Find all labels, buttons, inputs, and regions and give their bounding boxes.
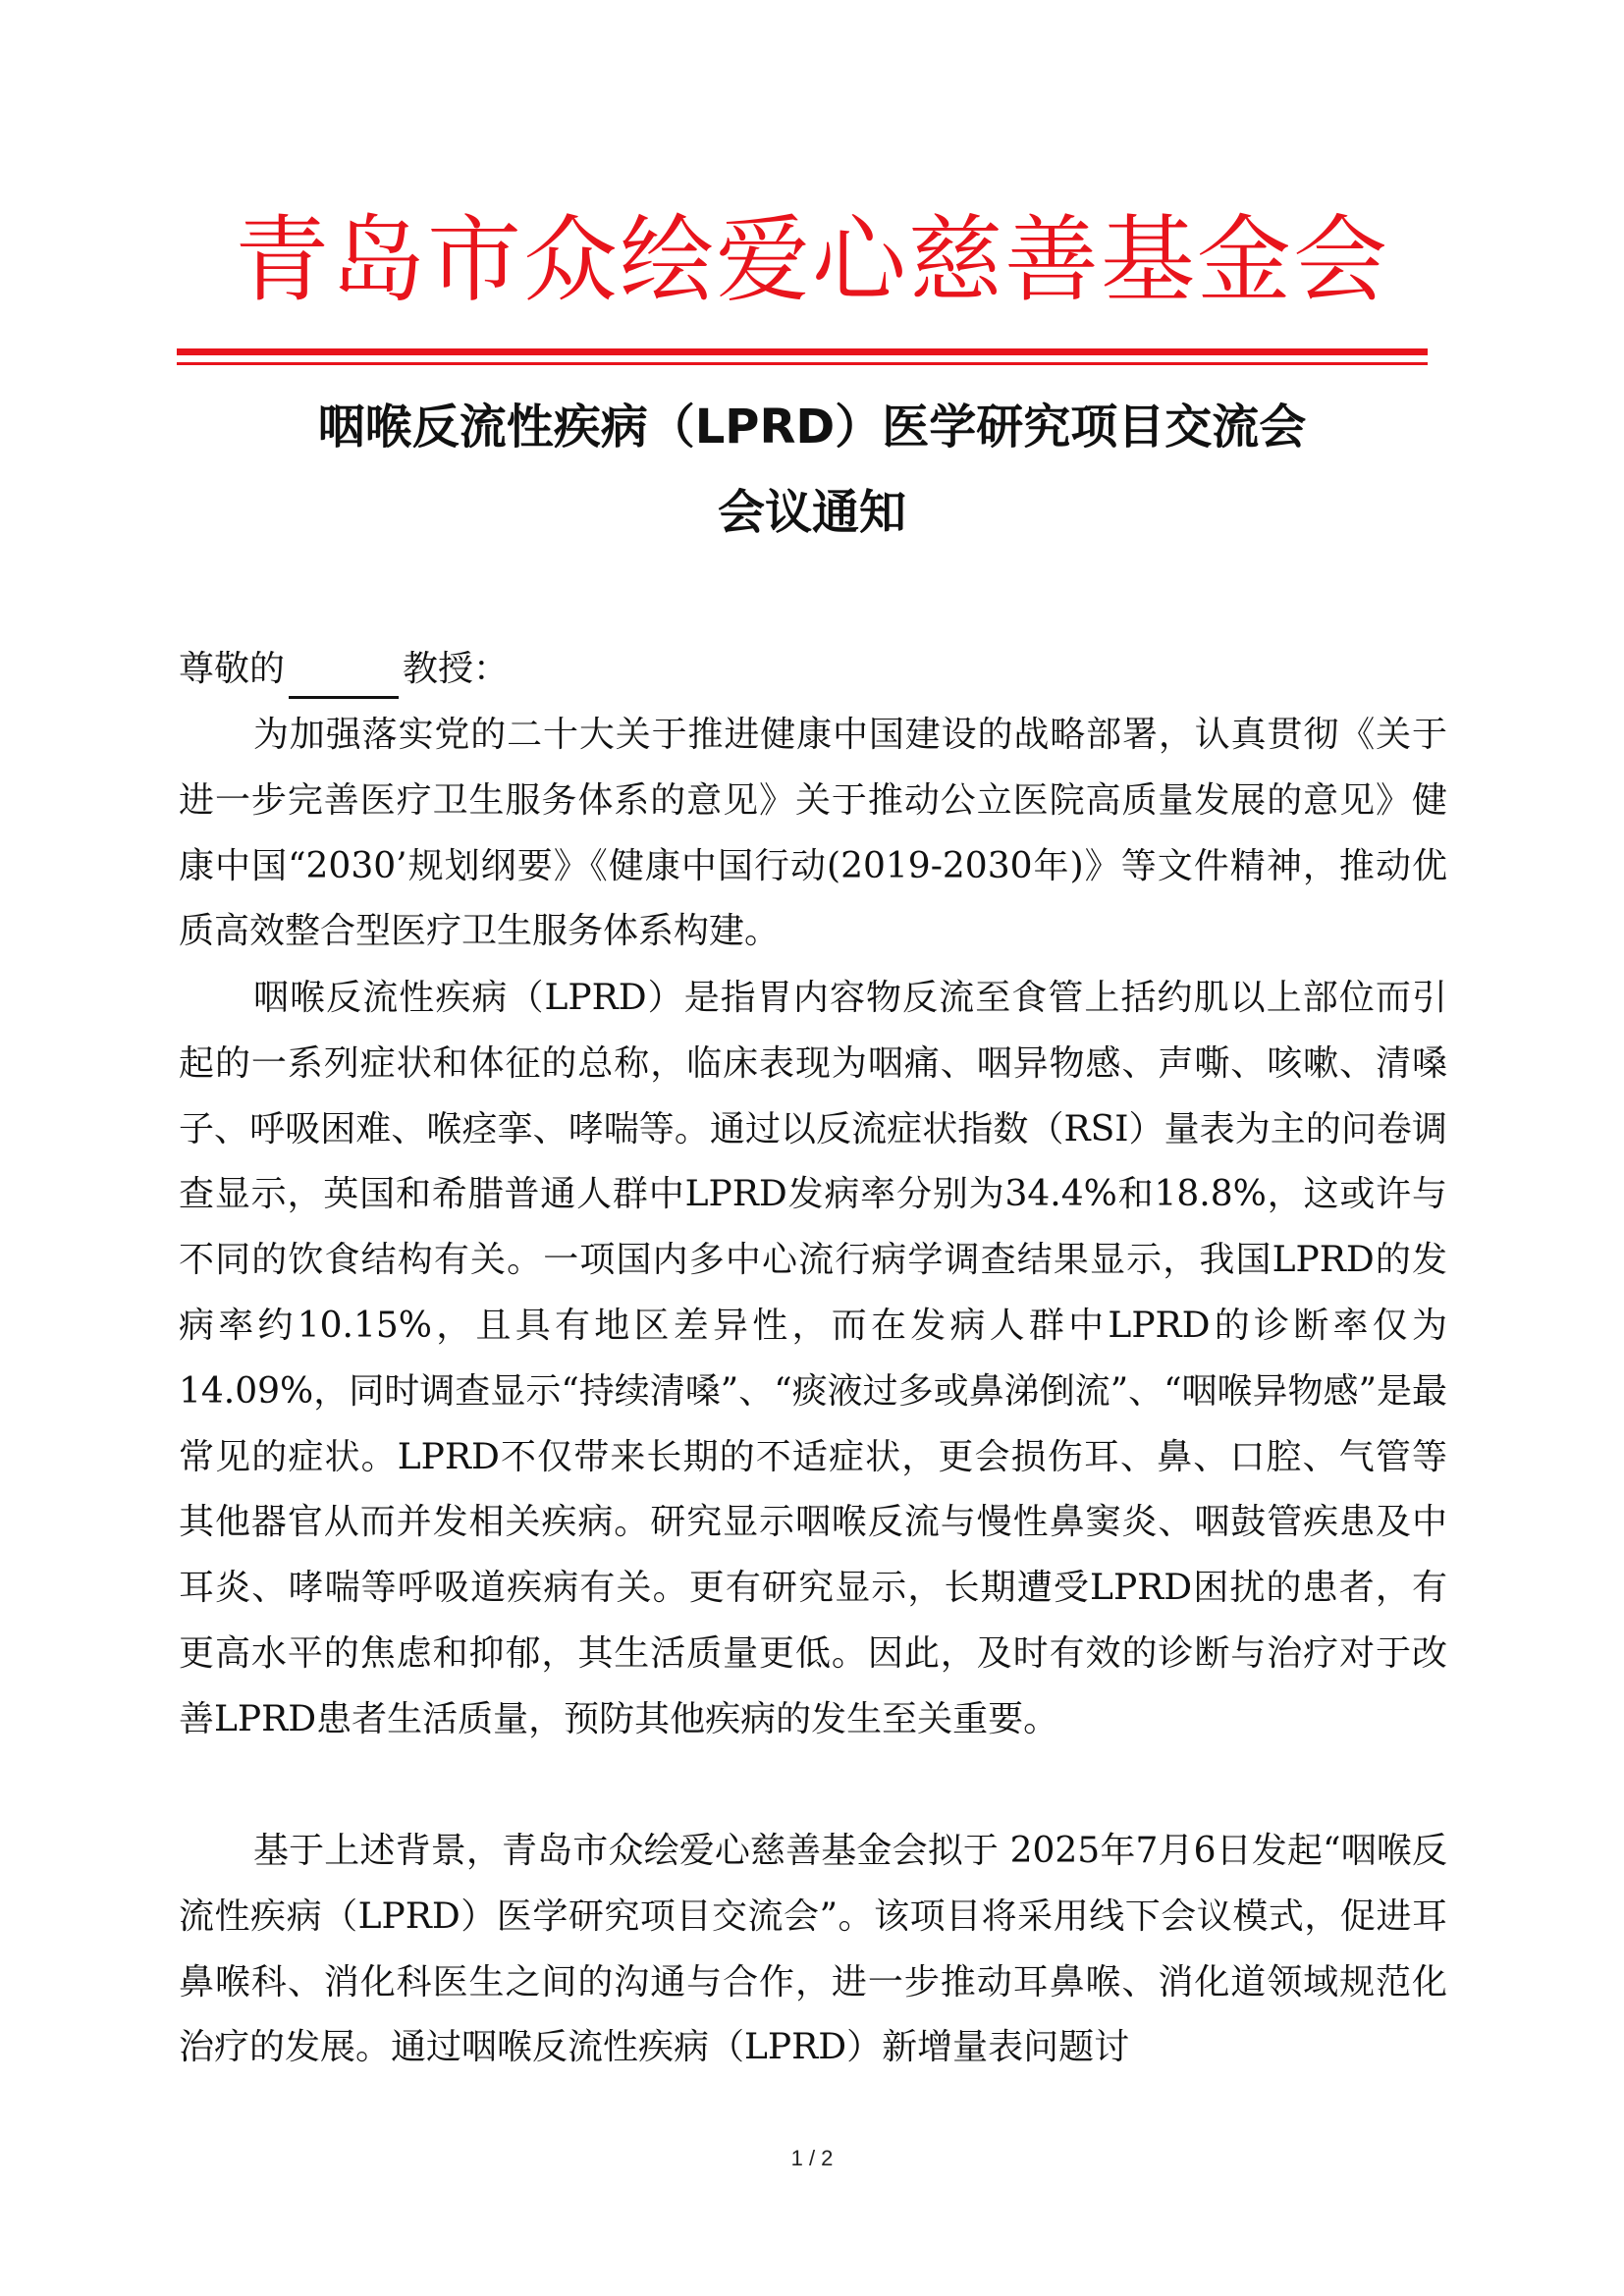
header-rule-thin — [177, 362, 1428, 365]
name-blank-line — [289, 653, 399, 699]
paragraph-policy: 为加强落实党的二十大关于推进健康中国建设的战略部署，认真贯彻《关于进一步完善医疗卫生服务体系的意见》关于推动公立医院高质量发展的意见》健康中国“2030’规划纲要》《健康中国行动(2019-2030年)》等文件精神，推动优质高效整合型医疗卫生服务体系构建。 — [179, 715, 1447, 952]
paragraph-lprd-background: 咽喉反流性疾病（LPRD）是指胃内容物反流至食管上括约肌以上部位而引起的一系列症状和体征的总称，临床表现为咽痛、咽异物感、声嘶、咳嗽、清嗓子、呼吸困难、喉痉挛、哮喘等。通过以反流症状指数（RSI）量表为主的问卷调查显示，英国和希腊普通人群中LPRD发病率分别为34.4%和18.8%，这或许与不同的饮食结构有关。一项国内多中心流行病学调查结果显示，我国LPRD的发病率约10.15%，且具有地区差异性，而在发病人群中LPRD的诊断率仅为14.09%，同时调查显示“持续清嗓”、“痰液过多或鼻涕倒流”、“咽喉异物感”是最常见的症状。LPRD不仅带来长期的不适症状，更会损伤耳、鼻、口腔、气管等其他器官从而并发相关疾病。研究显示咽喉反流与慢性鼻窦炎、咽鼓管疾患及中耳炎、哮喘等呼吸道疾病有关。更有研究显示，长期遭受LPRD困扰的患者，有更高水平的焦虑和抑郁，其生活质量更低。因此，及时有效的诊断与治疗对于改善LPRD患者生活质量，预防其他疾病的发生至关重要。 — [179, 978, 1447, 1739]
page-number: 1 / 2 — [790, 2146, 834, 2170]
paragraph-meeting-plan: 基于上述背景，青岛市众绘爱心慈善基金会拟于 2025年7月6日发起“咽喉反流性疾病（LPRD）医学研究项目交流会”。该项目将采用线下会议模式，促进耳鼻喉科、消化科医生之间的沟通与合作，进一步推动耳鼻喉、消化道领域规范化治疗的发展。通过咽喉反流性疾病（LPRD）新增量表问题讨 — [179, 1831, 1447, 2068]
salutation-suffix: 教授： — [403, 649, 510, 689]
salutation — [179, 640, 509, 699]
header-rule-thick — [177, 348, 1428, 355]
document-subtitle: 会议通知 — [717, 485, 906, 540]
organization-name: 青岛市众绘爱心慈善基金会 — [235, 205, 1389, 315]
document-title: 咽喉反流性疾病（LPRD）医学研究项目交流会 — [317, 400, 1307, 454]
salutation-prefix: 尊敬的 — [179, 649, 286, 689]
